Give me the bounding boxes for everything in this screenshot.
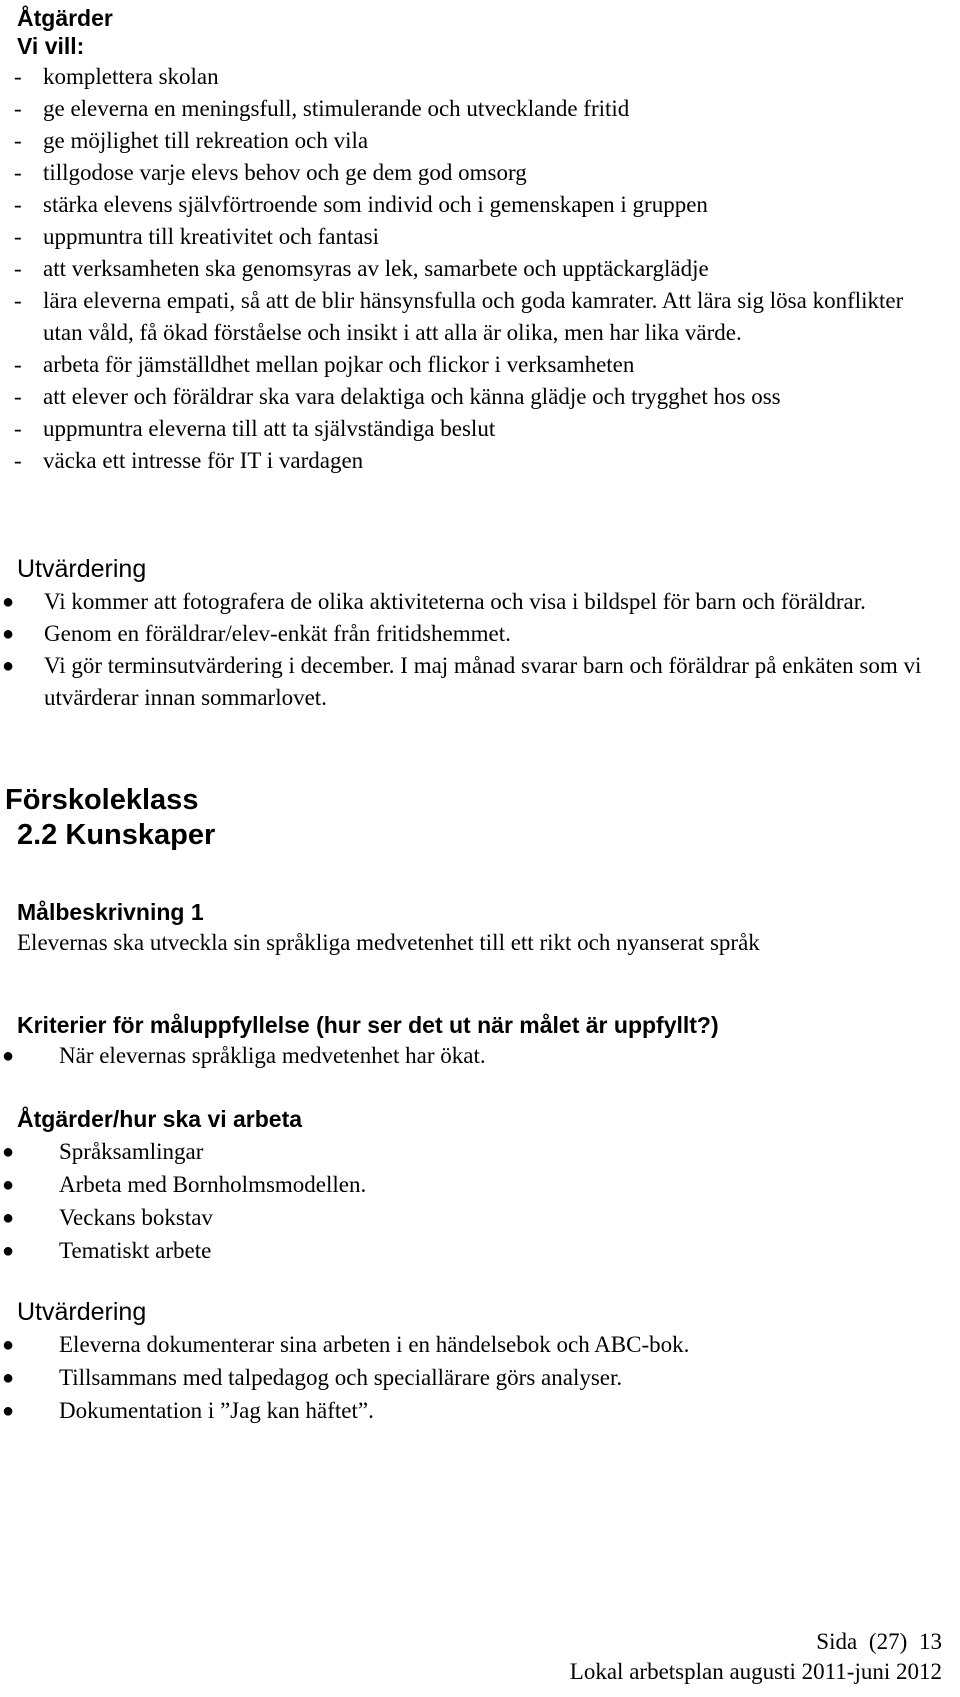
bullet-icon: ● xyxy=(2,655,15,677)
dash-marker: - xyxy=(14,160,22,185)
goal-heading: Målbeskrivning 1 xyxy=(17,899,204,925)
bullet-icon: ● xyxy=(2,591,15,613)
dash-list-item xyxy=(14,157,944,189)
dash-marker: - xyxy=(14,448,22,473)
dash-item-text: arbeta för jämställdhet mellan pojkar och flickor i verksamheten xyxy=(43,352,635,377)
dash-list-item xyxy=(14,285,944,349)
page-label: Sida xyxy=(816,1629,858,1654)
criteria-heading: Kriterier för måluppfyllelse (hur ser det ut när målet är uppfyllt?) xyxy=(17,1012,719,1038)
bullet-item-text: Genom en föräldrar/elev-enkät från fritidshemmet. xyxy=(44,621,511,646)
dash-item-text: uppmuntra eleverna till att ta självständiga beslut xyxy=(43,416,496,441)
dash-list-item xyxy=(14,221,944,253)
dash-marker: - xyxy=(14,256,22,281)
bullet-list-item xyxy=(0,1362,940,1394)
bullet-item-text: Arbeta med Bornholmsmodellen. xyxy=(59,1172,367,1197)
dash-list-item xyxy=(14,61,944,93)
evaluation-bullet-list xyxy=(0,586,940,714)
criteria-bullet-list xyxy=(0,1040,940,1072)
bullet-list-item xyxy=(0,1329,940,1361)
bullet-icon: ● xyxy=(2,1240,15,1262)
dash-list-item xyxy=(14,413,944,445)
fsk-evaluation-heading: Utvärdering xyxy=(17,1298,147,1326)
actions-bullet-list xyxy=(0,1136,940,1268)
page-footer xyxy=(570,1627,942,1687)
evaluation-heading: Utvärdering xyxy=(17,555,147,583)
bullet-icon: ● xyxy=(2,1334,15,1356)
dash-item-text: väcka ett intresse för IT i vardagen xyxy=(43,448,364,473)
dash-list-item xyxy=(14,253,944,285)
bullet-item-text: Vi gör terminsutvärdering i december. I maj månad svarar barn och föräldrar på enkäten som vi utvärderar innan sommarlovet. xyxy=(44,653,922,710)
bullet-item-text: Tematiskt arbete xyxy=(59,1238,212,1263)
dash-marker: - xyxy=(14,384,22,409)
dash-marker: - xyxy=(14,224,22,249)
bullet-list-item xyxy=(0,1395,940,1427)
bullet-item-text: Språksamlingar xyxy=(59,1139,204,1164)
page-total: (27) xyxy=(868,1629,908,1654)
dash-item-text: tillgodose varje elevs behov och ge dem god omsorg xyxy=(43,160,527,185)
section-number-title: 2.2 Kunskaper xyxy=(17,819,216,851)
goal-text: Elevernas ska utveckla sin språkliga medvetenhet till ett rikt och nyanserat språk xyxy=(17,930,760,955)
page-number-line xyxy=(570,1627,942,1657)
dash-marker: - xyxy=(14,288,22,313)
dash-list-item xyxy=(14,125,944,157)
dash-item-text: ge eleverna en meningsfull, stimulerande och utvecklande fritid xyxy=(43,96,630,121)
dash-list-item xyxy=(14,381,944,413)
section-heading: Åtgärder xyxy=(17,5,113,31)
bullet-icon: ● xyxy=(2,1367,15,1389)
bullet-icon: ● xyxy=(2,1207,15,1229)
dash-list-item xyxy=(14,189,944,221)
bullet-list-item xyxy=(0,1235,940,1267)
section-subheading: Vi vill: xyxy=(17,33,85,59)
bullet-list-item xyxy=(0,1169,940,1201)
bullet-list-item xyxy=(0,618,940,650)
bullet-item-text: Dokumentation i ”Jag kan häftet”. xyxy=(59,1398,374,1423)
bullet-list-item xyxy=(0,650,940,714)
page-number: 13 xyxy=(919,1629,942,1654)
bullet-item-text: Tillsammans med talpedagog och speciallärare görs analyser. xyxy=(59,1365,623,1390)
bullet-icon: ● xyxy=(2,1174,15,1196)
dash-item-text: ge möjlighet till rekreation och vila xyxy=(43,128,369,153)
goals-dash-list xyxy=(14,61,944,477)
bullet-item-text: Veckans bokstav xyxy=(59,1205,213,1230)
bullet-list-item xyxy=(0,1136,940,1168)
dash-marker: - xyxy=(14,96,22,121)
bullet-list-item xyxy=(0,1202,940,1234)
dash-item-text: lära eleverna empati, så att de blir hänsynsfulla och goda kamrater. Att lära sig lösa konflikter utan våld, få ökad förståelse och insikt i att alla är olika, men har lika värde. xyxy=(43,288,904,345)
dash-marker: - xyxy=(14,192,22,217)
actions-heading: Åtgärder/hur ska vi arbeta xyxy=(17,1106,303,1132)
bullet-item-text: Vi kommer att fotografera de olika aktiviteterna och visa i bildspel för barn och föräldrar. xyxy=(44,589,866,614)
bullet-item-text: Eleverna dokumenterar sina arbeten i en händelsebok och ABC-bok. xyxy=(59,1332,690,1357)
dash-item-text: komplettera skolan xyxy=(43,64,219,89)
dash-item-text: att verksamheten ska genomsyras av lek, samarbete och upptäckarglädje xyxy=(43,256,709,281)
bullet-item-text: När elevernas språkliga medvetenhet har ökat. xyxy=(59,1043,486,1068)
dash-item-text: stärka elevens självförtroende som individ och i gemenskapen i gruppen xyxy=(43,192,708,217)
bullet-icon: ● xyxy=(2,1141,15,1163)
bullet-icon: ● xyxy=(2,1045,15,1067)
dash-list-item xyxy=(14,445,944,477)
bullet-list-item xyxy=(0,586,940,618)
dash-item-text: att elever och föräldrar ska vara delaktiga och känna glädje och trygghet hos oss xyxy=(43,384,781,409)
dash-marker: - xyxy=(14,64,22,89)
grade-title: Förskoleklass xyxy=(5,784,199,816)
document-title: Lokal arbetsplan augusti 2011-juni 2012 xyxy=(569,1659,942,1684)
bullet-icon: ● xyxy=(2,1400,15,1422)
fsk-evaluation-bullet-list xyxy=(0,1329,940,1428)
bullet-list-item xyxy=(0,1040,940,1072)
dash-marker: - xyxy=(14,128,22,153)
bullet-icon: ● xyxy=(2,623,15,645)
dash-marker: - xyxy=(14,416,22,441)
dash-list-item xyxy=(14,93,944,125)
dash-item-text: uppmuntra till kreativitet och fantasi xyxy=(43,224,379,249)
dash-list-item xyxy=(14,349,944,381)
dash-marker: - xyxy=(14,352,22,377)
